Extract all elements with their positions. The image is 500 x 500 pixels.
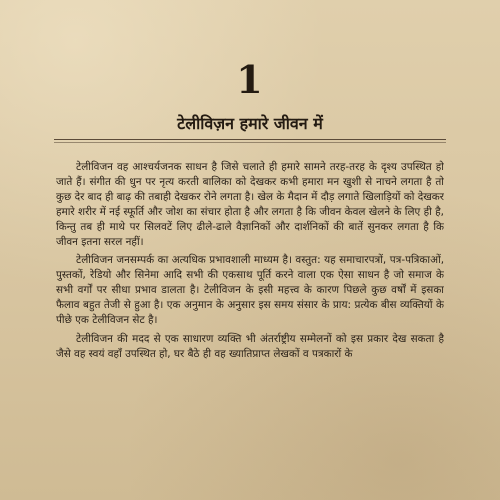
paragraph-1: टेलीविजन वह आश्चर्यजनक साधन है जिसे चलाते ही हमारे सामने तरह-तरह के दृश्य उपस्थित हो जाते हैं। संगीत की धुन पर नृत्य करती बालिका को देखकर कभी हमारा मन खुशी से नाचने लगता है तो कुछ देर बाद ही बाढ़ की तबाही देखकर रोने लगता है। खेल के मैदान में दौड़ लगाते खिलाड़ियों को देखकर हमारे शरीर में नई स्फूर्ति और जोश का संचार होता है और लगता है कि जीवन केवल खेलने के लिए ही है, किन्तु तब ही माथे पर सिलवटें लिए ढीले-ढाले वैज्ञानिकों और दार्शनिकों की बातें सुनकर लगता है कि जीवन इतना सरल नहीं। xyxy=(56,161,444,248)
title-rule xyxy=(54,139,446,140)
title-rule-shadow xyxy=(54,142,446,143)
paragraph-2: टेलीविजन जनसम्पर्क का अत्यधिक प्रभावशाली माध्यम है। वस्तुत: यह समाचारपत्रों, पत्र-पत्रिकाओं, पुस्तकों, रेडियो और सिनेमा आदि सभी की एकसाथ पूर्ति करने वाला एक ऐसा साधन है जो समाज के सभी वर्गों पर सीधा प्रभाव डालता है। टेलीविजन के इसी महत्त्व के कारण पिछले कुछ वर्षों में इसका फैलाव बहुत तेजी से हुआ है। एक अनुमान के अनुसार इस समय संसार के प्राय: प्रत्येक बीस व्यक्तियों के पीछे एक टेलीविजन सेट है। xyxy=(56,254,444,327)
paragraph-3: टेलीविजन की मदद से एक साधारण व्यक्ति भी अंतर्राष्ट्रीय सम्मेलनों को इस प्रकार देख सकता है जैसे वह स्वयं वहाँ उपस्थित हो, घर बैठे ही वह ख्यातिप्राप्त लेखकों व पत्रकारों के xyxy=(56,332,444,360)
chapter-title: टेलीविज़न हमारे जीवन में xyxy=(177,114,323,133)
chapter-body xyxy=(56,160,444,490)
chapter-number: 1 xyxy=(236,57,264,102)
